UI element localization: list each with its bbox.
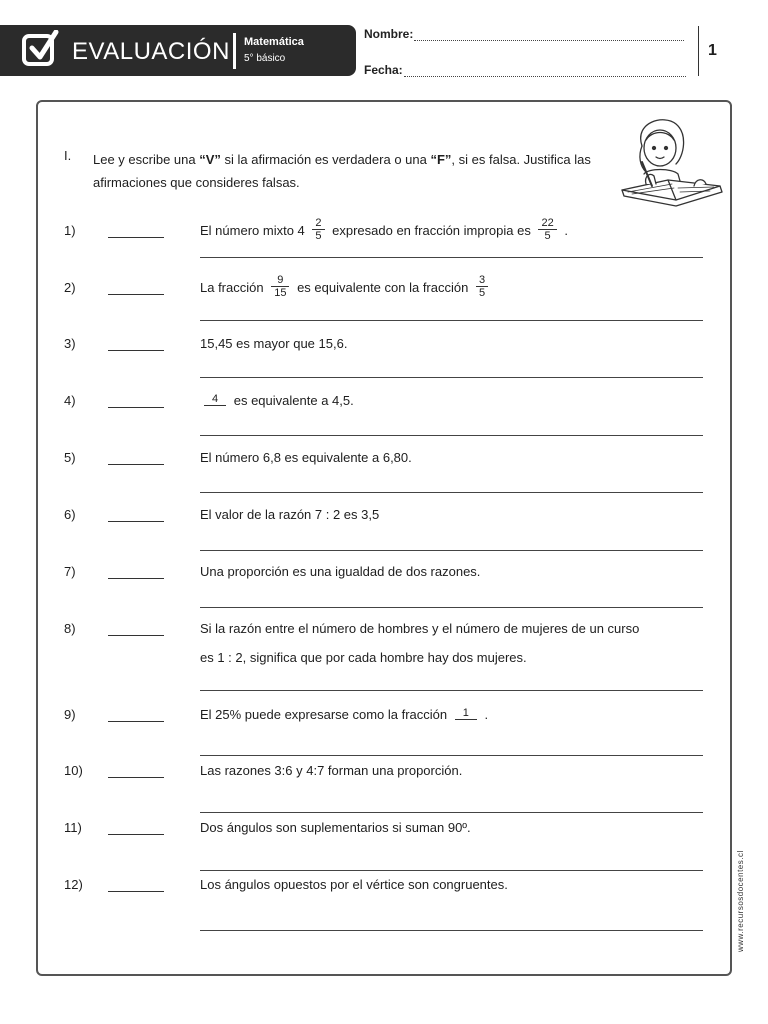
instructions-f: “F” xyxy=(430,152,452,167)
answer-blank[interactable] xyxy=(108,237,164,238)
statement-part-a: El 25% puede expresarse como la fracción xyxy=(200,707,451,722)
website-credit: www.recursosdocentes.cl xyxy=(736,850,745,952)
question-8 xyxy=(0,621,768,665)
instructions-text-a: Lee y escribe una xyxy=(93,152,200,167)
question-4 xyxy=(0,386,768,408)
question-12 xyxy=(0,877,768,892)
statement-part-c: . xyxy=(560,223,568,238)
question-statement xyxy=(200,273,690,302)
question-11 xyxy=(0,820,768,835)
grade-label: 5° básico xyxy=(244,53,286,64)
numerator: 9 xyxy=(271,274,289,287)
question-statement: El valor de la razón 7 : 2 es 3,5 xyxy=(200,507,380,522)
justification-line[interactable] xyxy=(200,257,703,258)
question-statement: Dos ángulos son suplementarios si suman 90º. xyxy=(200,820,471,835)
justification-line[interactable] xyxy=(200,607,703,608)
statement-text: es equivalente a 4,5. xyxy=(230,393,354,408)
question-5 xyxy=(0,450,768,465)
question-number: 3) xyxy=(64,336,76,351)
question-1 xyxy=(0,216,768,243)
denominator: 15 xyxy=(274,287,287,300)
question-number: 5) xyxy=(64,450,76,465)
numerator: 1 xyxy=(455,707,477,720)
question-number: 10) xyxy=(64,763,83,778)
page-number: 1 xyxy=(708,42,717,59)
justification-line[interactable] xyxy=(200,377,703,378)
denominator: 5 xyxy=(544,230,551,243)
question-3 xyxy=(0,336,768,351)
girl-writing-illustration xyxy=(616,112,728,212)
header-rule xyxy=(698,26,699,76)
question-statement: El número 6,8 es equivalente a 6,80. xyxy=(200,450,412,465)
fraction xyxy=(455,707,477,720)
question-statement: Los ángulos opuestos por el vértice son congruentes. xyxy=(200,877,508,892)
question-number: 12) xyxy=(64,877,83,892)
statement-part-a: El número mixto 4 xyxy=(200,223,305,238)
fraction xyxy=(476,274,488,299)
question-statement: Una proporción es una igualdad de dos razones. xyxy=(200,564,481,579)
answer-blank[interactable] xyxy=(108,464,164,465)
question-7 xyxy=(0,564,768,579)
answer-blank[interactable] xyxy=(108,407,164,408)
question-10 xyxy=(0,763,768,778)
question-2 xyxy=(0,273,768,300)
question-number: 1) xyxy=(64,223,76,238)
answer-blank[interactable] xyxy=(108,834,164,835)
fraction xyxy=(312,217,324,242)
question-statement-line-2: es 1 : 2, significa que por cada hombre hay dos mujeres. xyxy=(200,650,527,665)
statement-part-b: es equivalente con la fracción xyxy=(293,280,472,295)
checkbox-check-icon xyxy=(22,34,54,66)
question-number: 7) xyxy=(64,564,76,579)
justification-line[interactable] xyxy=(200,930,703,931)
answer-blank[interactable] xyxy=(108,777,164,778)
answer-blank[interactable] xyxy=(108,578,164,579)
statement-part-b: . xyxy=(480,707,489,722)
justification-line[interactable] xyxy=(200,320,703,321)
fraction xyxy=(538,217,556,242)
denominator: 5 xyxy=(478,287,486,300)
answer-blank[interactable] xyxy=(108,521,164,522)
subject-label: Matemática xyxy=(244,36,304,48)
question-statement xyxy=(200,386,690,415)
header-divider xyxy=(233,33,236,69)
name-label: Nombre: xyxy=(364,27,414,41)
question-statement: Las razones 3:6 y 4:7 forman una proporción. xyxy=(200,763,463,778)
question-statement xyxy=(200,700,690,729)
question-number: 6) xyxy=(64,507,76,522)
justification-line[interactable] xyxy=(200,492,703,493)
question-statement xyxy=(200,216,690,245)
question-number: 2) xyxy=(64,280,76,295)
date-field[interactable] xyxy=(404,76,686,77)
numerator: 4 xyxy=(204,393,226,406)
name-field[interactable] xyxy=(414,40,684,41)
question-9 xyxy=(0,700,768,722)
numerator: 22 xyxy=(538,217,556,230)
justification-line[interactable] xyxy=(200,690,703,691)
statement-part-b: expresado en fracción impropia es xyxy=(328,223,535,238)
question-number: 4) xyxy=(64,393,76,408)
instructions-text-b: si la afirmación es verdadera o una xyxy=(220,152,431,167)
fraction xyxy=(204,393,226,406)
question-statement: 15,45 es mayor que 15,6. xyxy=(200,336,348,351)
answer-blank[interactable] xyxy=(108,350,164,351)
statement-part-a: La fracción xyxy=(200,280,268,295)
fraction xyxy=(271,274,289,299)
question-number: 9) xyxy=(64,707,76,722)
justification-line[interactable] xyxy=(200,550,703,551)
numerator: 3 xyxy=(476,274,488,287)
answer-blank[interactable] xyxy=(108,891,164,892)
answer-blank[interactable] xyxy=(108,721,164,722)
denominator: 5 xyxy=(315,230,322,243)
question-6 xyxy=(0,507,768,522)
instructions-v: “V” xyxy=(199,152,221,167)
answer-blank[interactable] xyxy=(108,294,164,295)
justification-line[interactable] xyxy=(200,435,703,436)
question-number: 8) xyxy=(64,621,76,636)
answer-blank[interactable] xyxy=(108,635,164,636)
question-statement-line-1: Si la razón entre el número de hombres y el número de mujeres de un curso xyxy=(200,621,640,636)
numerator: 2 xyxy=(312,217,324,230)
instructions xyxy=(93,148,633,194)
question-number: 11) xyxy=(64,820,82,835)
evaluation-title: EVALUACIÓN xyxy=(72,38,230,65)
date-label: Fecha: xyxy=(364,63,403,77)
section-number: I. xyxy=(64,148,72,163)
instructions-text-c: , si es falsa. Justifica las afirmaciones que consideres falsas. xyxy=(93,152,591,190)
